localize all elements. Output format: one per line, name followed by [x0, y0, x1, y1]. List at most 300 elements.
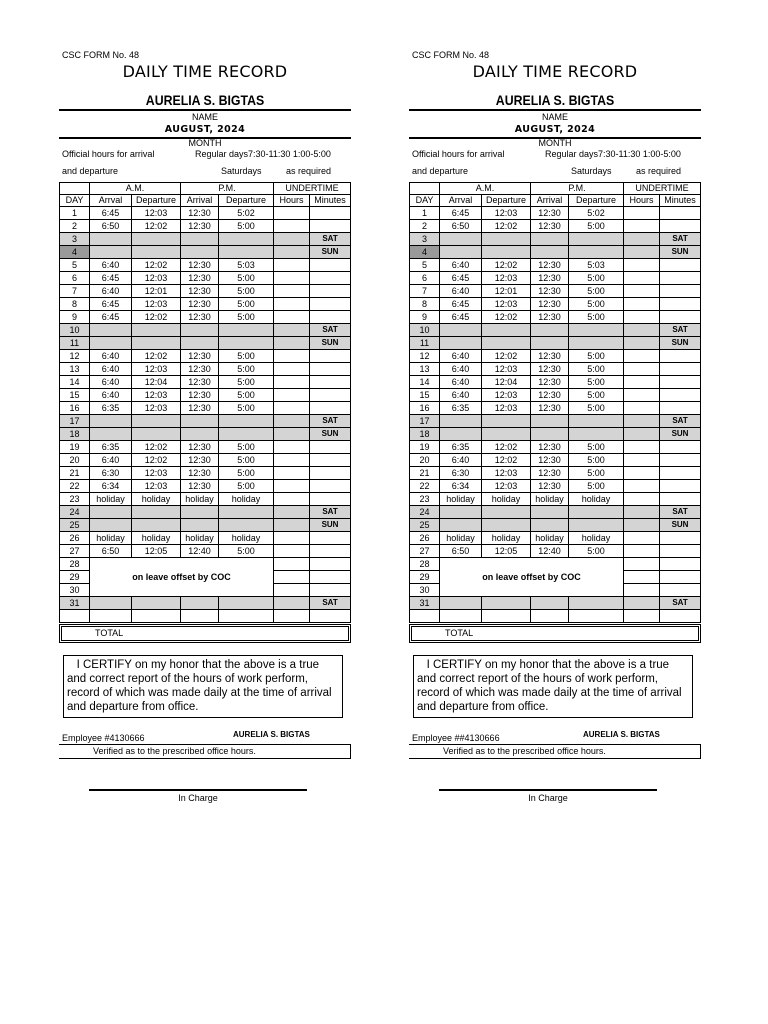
am-departure-cell: 12:03: [132, 402, 181, 415]
am-arrival-cell: [90, 246, 132, 259]
am-departure-cell: 12:03: [482, 207, 531, 220]
saturdays-label: Saturdays: [571, 166, 612, 176]
pm-arrival-cell: [181, 506, 219, 519]
undertime-hours-cell: [274, 441, 310, 454]
table-row: [60, 311, 351, 324]
am-arrival-cell: 6:40: [440, 350, 482, 363]
pm-arrival-cell: 12:30: [181, 311, 219, 324]
undertime-hours-cell: [274, 428, 310, 441]
pm-arrival-cell: [181, 246, 219, 259]
undertime-minutes-cell: [660, 259, 701, 272]
table-row: [60, 376, 351, 389]
pm-departure-cell: 5:00: [569, 441, 624, 454]
leave-note: on leave offset by COC: [440, 558, 624, 597]
am-arrival-cell: 6:35: [90, 402, 132, 415]
total-row: [409, 624, 701, 643]
table-row: [60, 597, 351, 610]
table-row: [410, 298, 701, 311]
am-departure-cell: 12:02: [132, 311, 181, 324]
pm-departure-cell: [569, 519, 624, 532]
am-arrival-cell: [440, 324, 482, 337]
empty-cell: [90, 610, 132, 623]
am-departure-cell: 12:03: [482, 402, 531, 415]
am-departure-cell: 12:03: [132, 207, 181, 220]
header-pm-arrival: Arrival: [531, 195, 569, 207]
day-cell: 13: [60, 363, 90, 376]
day-cell: 25: [60, 519, 90, 532]
day-cell: 31: [60, 597, 90, 610]
table-row: [410, 220, 701, 233]
day-cell: 26: [410, 532, 440, 545]
undertime-hours-cell: [274, 402, 310, 415]
am-departure-cell: 12:04: [482, 376, 531, 389]
day-cell: 16: [410, 402, 440, 415]
undertime-hours-cell: [274, 337, 310, 350]
header-undertime: UNDERTIME: [274, 183, 351, 195]
undertime-minutes-cell: [310, 480, 351, 493]
am-arrival-cell: 6:50: [90, 220, 132, 233]
pm-departure-cell: 5:00: [219, 220, 274, 233]
undertime-minutes-cell: [310, 376, 351, 389]
signature-name: AURELIA S. BIGTAS: [583, 730, 660, 739]
empty-cell: [440, 610, 482, 623]
empty-cell: [660, 610, 701, 623]
day-cell: 2: [60, 220, 90, 233]
table-row: [60, 545, 351, 558]
table-row: [60, 363, 351, 376]
header-am-departure: Departure: [132, 195, 181, 207]
am-arrival-cell: [440, 415, 482, 428]
pm-arrival-cell: 12:30: [531, 272, 569, 285]
undertime-minutes-cell: SUN: [660, 246, 701, 259]
pm-arrival-cell: [181, 233, 219, 246]
pm-arrival-cell: 12:30: [531, 207, 569, 220]
undertime-minutes-cell: [660, 402, 701, 415]
pm-departure-cell: 5:02: [569, 207, 624, 220]
undertime-hours-cell: [274, 207, 310, 220]
table-row: [410, 311, 701, 324]
day-cell: 25: [410, 519, 440, 532]
pm-arrival-cell: 12:40: [531, 545, 569, 558]
pm-arrival-cell: 12:30: [531, 389, 569, 402]
day-cell: 19: [60, 441, 90, 454]
table-row: [60, 220, 351, 233]
table-row: [60, 207, 351, 220]
employee-number: Employee #4130666: [62, 733, 145, 743]
undertime-minutes-cell: [660, 480, 701, 493]
undertime-hours-cell: [274, 311, 310, 324]
pm-arrival-cell: [531, 337, 569, 350]
am-arrival-cell: [90, 506, 132, 519]
am-departure-cell: [482, 519, 531, 532]
day-cell: 23: [60, 493, 90, 506]
pm-arrival-cell: 12:30: [181, 363, 219, 376]
am-arrival-cell: [440, 428, 482, 441]
pm-arrival-cell: 12:30: [181, 259, 219, 272]
pm-departure-cell: [569, 506, 624, 519]
table-row: [410, 246, 701, 259]
undertime-minutes-cell: [310, 272, 351, 285]
header-row-2: [60, 195, 351, 207]
am-departure-cell: [482, 233, 531, 246]
pm-arrival-cell: 12:30: [531, 454, 569, 467]
pm-departure-cell: [219, 415, 274, 428]
verified-text: Verified as to the prescribed office hours.: [59, 744, 351, 759]
undertime-minutes-cell: [660, 298, 701, 311]
am-departure-cell: [132, 506, 181, 519]
am-departure-cell: 12:03: [132, 389, 181, 402]
certification-text: I CERTIFY on my honor that the above is a true and correct report of the hours of work perform, record of which was made daily at the time of arrival and departure from office.: [413, 655, 693, 718]
header-am-departure: Departure: [482, 195, 531, 207]
pm-arrival-cell: [531, 506, 569, 519]
day-cell: 24: [60, 506, 90, 519]
pm-departure-cell: 5:00: [569, 350, 624, 363]
table-row: [60, 480, 351, 493]
pm-departure-cell: 5:00: [569, 298, 624, 311]
pm-departure-cell: 5:00: [219, 402, 274, 415]
table-row: [410, 350, 701, 363]
undertime-minutes-cell: [660, 220, 701, 233]
pm-arrival-cell: [181, 519, 219, 532]
undertime-hours-cell: [274, 545, 310, 558]
day-cell: 17: [60, 415, 90, 428]
am-departure-cell: 12:02: [482, 220, 531, 233]
pm-arrival-cell: 12:30: [531, 285, 569, 298]
header-am-arrival: Arrval: [440, 195, 482, 207]
table-row: [410, 428, 701, 441]
day-cell: 18: [60, 428, 90, 441]
pm-arrival-cell: [531, 233, 569, 246]
am-arrival-cell: [440, 246, 482, 259]
am-departure-cell: 12:03: [132, 467, 181, 480]
table-row: [60, 259, 351, 272]
total-label: TOTAL: [445, 628, 474, 638]
pm-departure-cell: 5:00: [219, 298, 274, 311]
pm-arrival-cell: [531, 519, 569, 532]
undertime-minutes-cell: [660, 584, 701, 597]
am-arrival-cell: holiday: [440, 532, 482, 545]
day-cell: 22: [60, 480, 90, 493]
table-row: [410, 506, 701, 519]
verified-text: Verified as to the prescribed office hours.: [409, 744, 701, 759]
table-row: [410, 441, 701, 454]
table-row: [410, 480, 701, 493]
am-departure-cell: 12:02: [132, 350, 181, 363]
total-row: [59, 624, 351, 643]
pm-departure-cell: [219, 519, 274, 532]
undertime-minutes-cell: [660, 571, 701, 584]
am-departure-cell: 12:03: [132, 272, 181, 285]
total-label: TOTAL: [95, 628, 124, 638]
pm-arrival-cell: 12:30: [531, 467, 569, 480]
undertime-hours-cell: [274, 233, 310, 246]
day-cell: 15: [410, 389, 440, 402]
am-arrival-cell: 6:45: [90, 272, 132, 285]
undertime-hours-cell: [624, 584, 660, 597]
table-row: [60, 272, 351, 285]
header-pm: P.M.: [181, 183, 274, 195]
day-cell: 1: [60, 207, 90, 220]
pm-departure-cell: [219, 246, 274, 259]
undertime-minutes-cell: [660, 545, 701, 558]
am-arrival-cell: 6:45: [440, 207, 482, 220]
undertime-hours-cell: [274, 350, 310, 363]
header-day: DAY: [410, 195, 440, 207]
pm-arrival-cell: [181, 337, 219, 350]
am-departure-cell: 12:01: [132, 285, 181, 298]
pm-arrival-cell: holiday: [181, 493, 219, 506]
am-arrival-cell: 6:45: [90, 298, 132, 311]
undertime-minutes-cell: SAT: [310, 324, 351, 337]
month-value: AUGUST, 2024: [164, 124, 246, 135]
pm-departure-cell: 5:00: [219, 272, 274, 285]
empty-cell: [60, 610, 90, 623]
day-cell: 6: [410, 272, 440, 285]
signature-name: AURELIA S. BIGTAS: [233, 730, 310, 739]
hours-label-2: and departure: [412, 166, 469, 176]
day-cell: 27: [60, 545, 90, 558]
day-cell: 15: [60, 389, 90, 402]
pm-arrival-cell: 12:30: [531, 311, 569, 324]
am-arrival-cell: [440, 506, 482, 519]
day-cell: 3: [60, 233, 90, 246]
day-cell: 14: [60, 376, 90, 389]
pm-departure-cell: 5:00: [569, 545, 624, 558]
empty-cell: [569, 610, 624, 623]
am-arrival-cell: 6:34: [90, 480, 132, 493]
am-departure-cell: [482, 324, 531, 337]
undertime-minutes-cell: [310, 259, 351, 272]
undertime-hours-cell: [274, 272, 310, 285]
pm-arrival-cell: 12:40: [181, 545, 219, 558]
undertime-minutes-cell: SAT: [310, 233, 351, 246]
undertime-hours-cell: [624, 259, 660, 272]
pm-departure-cell: 5:00: [219, 545, 274, 558]
table-row: [60, 402, 351, 415]
undertime-hours-cell: [624, 350, 660, 363]
header-minutes: Minutes: [310, 195, 351, 207]
pm-departure-cell: [569, 324, 624, 337]
pm-arrival-cell: 12:30: [181, 454, 219, 467]
undertime-hours-cell: [274, 363, 310, 376]
undertime-hours-cell: [624, 480, 660, 493]
am-departure-cell: holiday: [482, 532, 531, 545]
day-cell: 5: [410, 259, 440, 272]
hours-label-2: and departure: [62, 166, 119, 176]
empty-cell: [274, 597, 310, 610]
pm-arrival-cell: 12:30: [531, 363, 569, 376]
day-cell: 2: [410, 220, 440, 233]
month-caption: MONTH: [188, 138, 222, 148]
undertime-hours-cell: [624, 363, 660, 376]
undertime-hours-cell: [274, 506, 310, 519]
table-row: [410, 493, 701, 506]
am-arrival-cell: 6:40: [440, 285, 482, 298]
pm-arrival-cell: [181, 324, 219, 337]
day-cell: 10: [60, 324, 90, 337]
employee-name: AURELIA S. BIGTAS: [145, 92, 265, 108]
empty-cell: [531, 597, 569, 610]
day-cell: 21: [60, 467, 90, 480]
table-row: [60, 454, 351, 467]
undertime-hours-cell: [624, 285, 660, 298]
day-cell: 16: [60, 402, 90, 415]
pm-departure-cell: 5:03: [569, 259, 624, 272]
header-pm-departure: Departure: [569, 195, 624, 207]
pm-departure-cell: [569, 415, 624, 428]
in-charge-signature-line: [439, 789, 657, 791]
undertime-minutes-cell: [310, 350, 351, 363]
am-arrival-cell: 6:40: [90, 259, 132, 272]
table-row: [60, 558, 351, 571]
day-cell: 10: [410, 324, 440, 337]
table-row: [410, 259, 701, 272]
form-title: DAILY TIME RECORD: [472, 62, 638, 81]
am-departure-cell: [132, 428, 181, 441]
day-cell: 17: [410, 415, 440, 428]
empty-cell: [219, 610, 274, 623]
pm-departure-cell: 5:02: [219, 207, 274, 220]
empty-cell: [132, 597, 181, 610]
am-arrival-cell: 6:45: [440, 272, 482, 285]
am-arrival-cell: 6:40: [440, 376, 482, 389]
am-departure-cell: 12:03: [132, 480, 181, 493]
saturdays-value: as required: [286, 166, 332, 176]
pm-arrival-cell: 12:30: [181, 441, 219, 454]
am-arrival-cell: 6:50: [440, 545, 482, 558]
undertime-hours-cell: [624, 493, 660, 506]
undertime-minutes-cell: [310, 402, 351, 415]
am-arrival-cell: 6:40: [440, 389, 482, 402]
am-arrival-cell: 6:40: [90, 285, 132, 298]
am-departure-cell: [482, 337, 531, 350]
pm-arrival-cell: 12:30: [181, 298, 219, 311]
am-arrival-cell: [90, 233, 132, 246]
day-cell: 28: [410, 558, 440, 571]
dtr-form-right: [409, 50, 701, 803]
am-departure-cell: [132, 337, 181, 350]
am-arrival-cell: 6:40: [440, 259, 482, 272]
header-undertime: UNDERTIME: [624, 183, 701, 195]
undertime-minutes-cell: [660, 454, 701, 467]
official-hours: [409, 148, 701, 182]
header-am: A.M.: [440, 183, 531, 195]
am-arrival-cell: [90, 337, 132, 350]
day-cell: 14: [410, 376, 440, 389]
undertime-minutes-cell: SAT: [660, 233, 701, 246]
day-cell: 8: [60, 298, 90, 311]
undertime-hours-cell: [274, 246, 310, 259]
pm-arrival-cell: 12:30: [181, 207, 219, 220]
form-number: CSC FORM No. 48: [412, 50, 490, 60]
undertime-minutes-cell: [310, 558, 351, 571]
hours-label-1: Official hours for arrival: [62, 149, 155, 159]
am-departure-cell: 12:03: [482, 298, 531, 311]
empty-cell: [482, 597, 531, 610]
day-cell: 20: [60, 454, 90, 467]
pm-departure-cell: [569, 233, 624, 246]
am-arrival-cell: 6:50: [90, 545, 132, 558]
day-cell: 8: [410, 298, 440, 311]
pm-departure-cell: [569, 246, 624, 259]
am-departure-cell: 12:02: [482, 259, 531, 272]
undertime-minutes-cell: [310, 532, 351, 545]
undertime-hours-cell: [624, 337, 660, 350]
pm-arrival-cell: 12:30: [531, 259, 569, 272]
undertime-minutes-cell: [310, 298, 351, 311]
table-row: [410, 337, 701, 350]
hours-label-1: Official hours for arrival: [412, 149, 505, 159]
header-minutes: Minutes: [660, 195, 701, 207]
table-row: [410, 272, 701, 285]
undertime-minutes-cell: [310, 571, 351, 584]
am-arrival-cell: 6:30: [90, 467, 132, 480]
table-row: [60, 337, 351, 350]
am-arrival-cell: [90, 415, 132, 428]
pm-departure-cell: 5:00: [569, 389, 624, 402]
table-row: [410, 285, 701, 298]
certification-text: I CERTIFY on my honor that the above is a true and correct report of the hours of work perform, record of which was made daily at the time of arrival and departure from office.: [63, 655, 343, 718]
am-departure-cell: 12:03: [482, 480, 531, 493]
am-arrival-cell: 6:40: [440, 454, 482, 467]
pm-arrival-cell: 12:30: [531, 220, 569, 233]
am-departure-cell: [482, 506, 531, 519]
dtr-form-left: [59, 50, 351, 803]
am-arrival-cell: 6:45: [440, 311, 482, 324]
am-departure-cell: 12:03: [132, 363, 181, 376]
undertime-minutes-cell: [660, 285, 701, 298]
am-arrival-cell: holiday: [90, 532, 132, 545]
employee-line: [59, 730, 351, 744]
pm-departure-cell: 5:00: [569, 363, 624, 376]
am-departure-cell: holiday: [132, 493, 181, 506]
undertime-hours-cell: [624, 376, 660, 389]
table-row: [60, 428, 351, 441]
undertime-minutes-cell: [310, 285, 351, 298]
undertime-hours-cell: [274, 298, 310, 311]
day-cell: 27: [410, 545, 440, 558]
table-row: [60, 233, 351, 246]
month-value: AUGUST, 2024: [514, 124, 596, 135]
day-cell: 30: [60, 584, 90, 597]
am-departure-cell: 12:03: [482, 467, 531, 480]
pm-arrival-cell: 12:30: [181, 285, 219, 298]
day-cell: 9: [410, 311, 440, 324]
employee-number: Employee ##4130666: [412, 733, 500, 743]
pm-arrival-cell: [531, 428, 569, 441]
table-row: [60, 389, 351, 402]
day-cell: 22: [410, 480, 440, 493]
header-am-arrival: Arrval: [90, 195, 132, 207]
month-caption: MONTH: [538, 138, 572, 148]
day-cell: 31: [410, 597, 440, 610]
pm-departure-cell: 5:00: [219, 441, 274, 454]
time-record-table: [409, 182, 701, 623]
day-cell: 1: [410, 207, 440, 220]
day-cell: 29: [410, 571, 440, 584]
empty-cell: [90, 597, 132, 610]
undertime-hours-cell: [624, 311, 660, 324]
pm-departure-cell: 5:00: [219, 311, 274, 324]
pm-departure-cell: [219, 337, 274, 350]
empty-cell: [310, 610, 351, 623]
pm-arrival-cell: holiday: [181, 532, 219, 545]
am-arrival-cell: 6:40: [440, 363, 482, 376]
table-row: [60, 298, 351, 311]
am-departure-cell: 12:03: [482, 272, 531, 285]
undertime-hours-cell: [624, 428, 660, 441]
official-hours: [59, 148, 351, 182]
